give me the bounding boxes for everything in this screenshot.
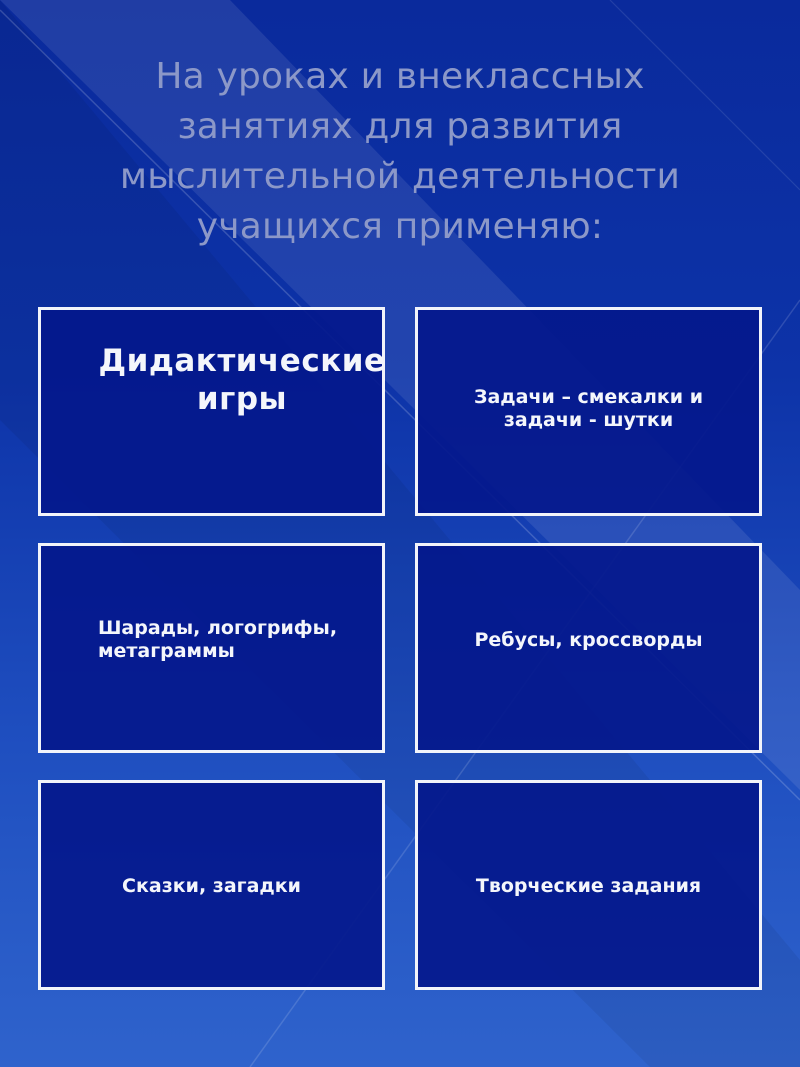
card-rebuses (415, 543, 762, 753)
slide-title-line: мыслительной деятельности (119, 156, 681, 197)
slide-title (60, 52, 740, 252)
card-text-line: Дидактические (98, 343, 386, 379)
card-riddle-tasks (415, 307, 762, 516)
card-riddle-tasks-text (474, 386, 703, 438)
card-fairy-tales-text: Сказки, загадки (122, 874, 301, 897)
card-text-line: Шарады, логогрифы, (97, 617, 338, 639)
card-creative-tasks (415, 780, 762, 990)
card-didactic-games (38, 307, 385, 516)
slide-title-line: учащихся применяю: (196, 206, 604, 247)
card-rebuses-text: Ребусы, кроссворды (474, 628, 703, 651)
card-text-line: Задачи – смекалки и (473, 385, 704, 408)
slide-title-line: занятиях для развития (177, 106, 623, 147)
card-didactic-games-text (77, 342, 407, 418)
slide-title-line: На уроках и внеклассных (155, 56, 645, 97)
card-text-line: метаграммы (97, 640, 235, 662)
card-charades-text (86, 617, 337, 679)
card-text-line: игры (196, 381, 288, 417)
card-creative-tasks-text: Творческие задания (475, 874, 702, 897)
card-fairy-tales (38, 780, 385, 990)
card-text-line: задачи - шутки (503, 408, 674, 431)
card-charades (38, 543, 385, 753)
